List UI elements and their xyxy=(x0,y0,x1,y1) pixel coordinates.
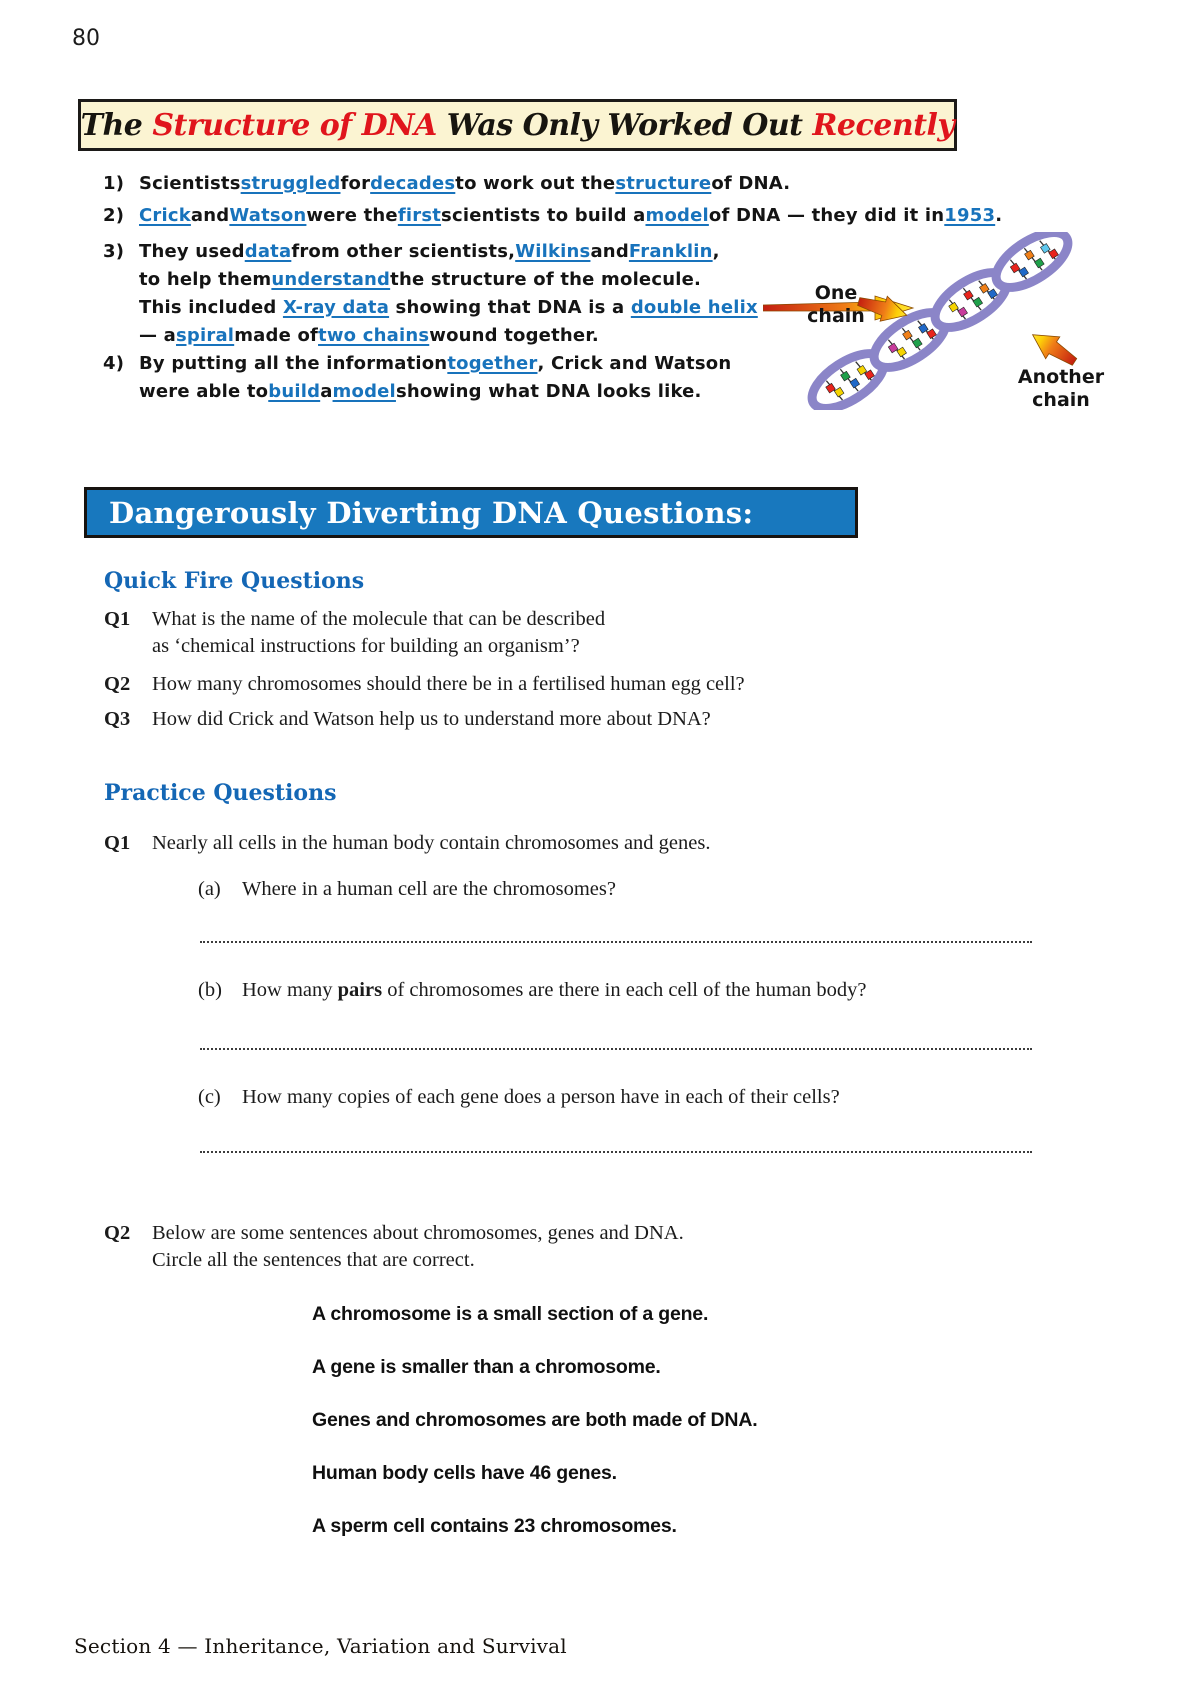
quick-fire-heading: Quick Fire Questions xyxy=(104,568,365,594)
question-row xyxy=(104,1220,684,1274)
text-segment: showing that DNA is a xyxy=(389,297,631,318)
text-segment: scientists to build a xyxy=(441,205,646,226)
fact-line xyxy=(139,170,790,198)
text-segment: , Crick and Watson xyxy=(537,353,732,374)
headline-segment: Recently xyxy=(812,107,955,143)
page-footer: Section 4 — Inheritance, Variation and Survival xyxy=(74,1634,567,1658)
question-label: Q1 xyxy=(104,608,131,630)
question-text: How many chromosomes should there be in a fertilised human egg cell? xyxy=(152,673,745,695)
underlined-keyword: 1953 xyxy=(944,205,996,226)
question-label: Q2 xyxy=(104,1222,131,1244)
text-segment: . xyxy=(995,205,1003,226)
part-text xyxy=(242,1086,840,1109)
headline-box xyxy=(78,99,957,151)
underlined-keyword: understand xyxy=(271,269,391,290)
part-text xyxy=(242,979,867,1002)
text-segment: By putting all the information xyxy=(139,353,448,374)
underlined-keyword: double helix xyxy=(630,297,758,318)
text-segment: a xyxy=(320,381,333,402)
underlined-keyword: decades xyxy=(370,173,456,194)
fact-line xyxy=(139,350,731,378)
text-segment: and xyxy=(590,241,629,262)
fact-line xyxy=(139,294,915,322)
fact-number: 1) xyxy=(103,173,125,194)
statement-text: A gene is smaller than a chromosome. xyxy=(312,1356,661,1378)
question-text: What is the name of the molecule that can be described xyxy=(152,608,606,630)
question-label: Q1 xyxy=(104,832,131,854)
text-segment: pairs xyxy=(337,979,383,1001)
text-segment: Scientists xyxy=(139,173,241,194)
underlined-keyword: build xyxy=(268,381,321,402)
text-segment: made of xyxy=(234,325,319,346)
underlined-keyword: spiral xyxy=(176,325,235,346)
headline-segment: The xyxy=(80,107,153,143)
answer-dotted-line xyxy=(200,1151,1032,1153)
answer-dotted-line xyxy=(200,941,1032,943)
fact-number: 4) xyxy=(103,353,125,374)
statement-text: Genes and chromosomes are both made of DNA. xyxy=(312,1409,758,1431)
question-row xyxy=(104,606,605,660)
question-text: Nearly all cells in the human body contain chromosomes and genes. xyxy=(152,832,711,854)
page-number: 80 xyxy=(72,26,100,51)
question-part xyxy=(198,878,616,901)
underlined-keyword: X-ray data xyxy=(282,297,390,318)
question-row xyxy=(104,830,710,857)
question-label: Q3 xyxy=(104,708,131,730)
headline-segment: Was Only Worked Out xyxy=(436,107,813,143)
part-label: (a) xyxy=(198,878,221,900)
text-segment: Where in a human cell are the chromosomes? xyxy=(242,878,616,900)
text-segment: for xyxy=(340,173,371,194)
question-text: Circle all the sentences that are correct. xyxy=(152,1249,475,1271)
question-text: as ‘chemical instructions for building an organism’? xyxy=(152,635,580,657)
text-segment: wound together. xyxy=(429,325,599,346)
underlined-keyword: model xyxy=(332,381,396,402)
underlined-keyword: two chains xyxy=(318,325,430,346)
another-chain-label: Another chain xyxy=(1017,366,1105,411)
section-banner xyxy=(84,487,858,538)
statement-text: A sperm cell contains 23 chromosomes. xyxy=(312,1515,677,1537)
underlined-keyword: structure xyxy=(615,173,712,194)
part-label: (c) xyxy=(198,1086,221,1108)
text-segment: of DNA. xyxy=(711,173,791,194)
question-text: Below are some sentences about chromosomes, genes and DNA. xyxy=(152,1222,684,1244)
underlined-keyword: Franklin xyxy=(628,241,713,262)
text-segment: This included xyxy=(139,297,283,318)
question-row xyxy=(104,671,745,698)
statement-text: A chromosome is a small section of a gene. xyxy=(312,1303,709,1325)
fact-line xyxy=(139,238,915,266)
fact-item xyxy=(103,170,1133,198)
question-row xyxy=(104,706,711,733)
text-segment: and xyxy=(190,205,230,226)
fact-line-text xyxy=(139,294,758,322)
part-label: (b) xyxy=(198,979,222,1001)
text-segment: were able to xyxy=(139,381,269,402)
answer-dotted-line xyxy=(200,1048,1032,1050)
fact-line xyxy=(139,322,915,350)
underlined-keyword: together xyxy=(447,353,538,374)
text-segment: — a xyxy=(139,325,177,346)
question-part xyxy=(198,1086,840,1109)
question-text: How did Crick and Watson help us to understand more about DNA? xyxy=(152,708,711,730)
underlined-keyword: struggled xyxy=(240,173,341,194)
section-banner-text: Dangerously Diverting DNA Questions: xyxy=(109,495,754,530)
fact-line xyxy=(139,202,1002,230)
text-segment: to help them xyxy=(139,269,272,290)
fact-line xyxy=(139,378,731,406)
underlined-keyword: model xyxy=(645,205,709,226)
practice-heading: Practice Questions xyxy=(104,780,337,806)
underlined-keyword: first xyxy=(397,205,442,226)
text-segment: to work out the xyxy=(455,173,616,194)
text-segment: , xyxy=(712,241,720,262)
part-text xyxy=(242,878,616,901)
text-segment: of DNA — they did it in xyxy=(708,205,945,226)
underlined-keyword: Crick xyxy=(139,205,191,226)
text-segment: the structure of the molecule. xyxy=(390,269,702,290)
text-segment: They used xyxy=(139,241,245,262)
fact-line xyxy=(139,266,915,294)
text-segment: were the xyxy=(306,205,398,226)
underlined-keyword: Watson xyxy=(229,205,307,226)
fact-number: 2) xyxy=(103,205,125,226)
one-chain-label: One chain xyxy=(807,282,865,327)
text-segment: How many xyxy=(242,979,338,1001)
text-segment: showing what DNA looks like. xyxy=(395,381,702,402)
text-segment: of chromosomes are there in each cell of the human body? xyxy=(382,979,867,1001)
fact-number: 3) xyxy=(103,241,125,262)
underlined-keyword: Wilkins xyxy=(515,241,591,262)
fact-item xyxy=(103,202,1133,230)
underlined-keyword: data xyxy=(244,241,292,262)
text-segment: from other scientists, xyxy=(291,241,516,262)
question-part xyxy=(198,979,867,1002)
statement-text: Human body cells have 46 genes. xyxy=(312,1462,617,1484)
text-segment: How many copies of each gene does a person have in each of their cells? xyxy=(242,1086,840,1108)
headline-segment: Structure of DNA xyxy=(152,107,437,143)
question-label: Q2 xyxy=(104,673,131,695)
